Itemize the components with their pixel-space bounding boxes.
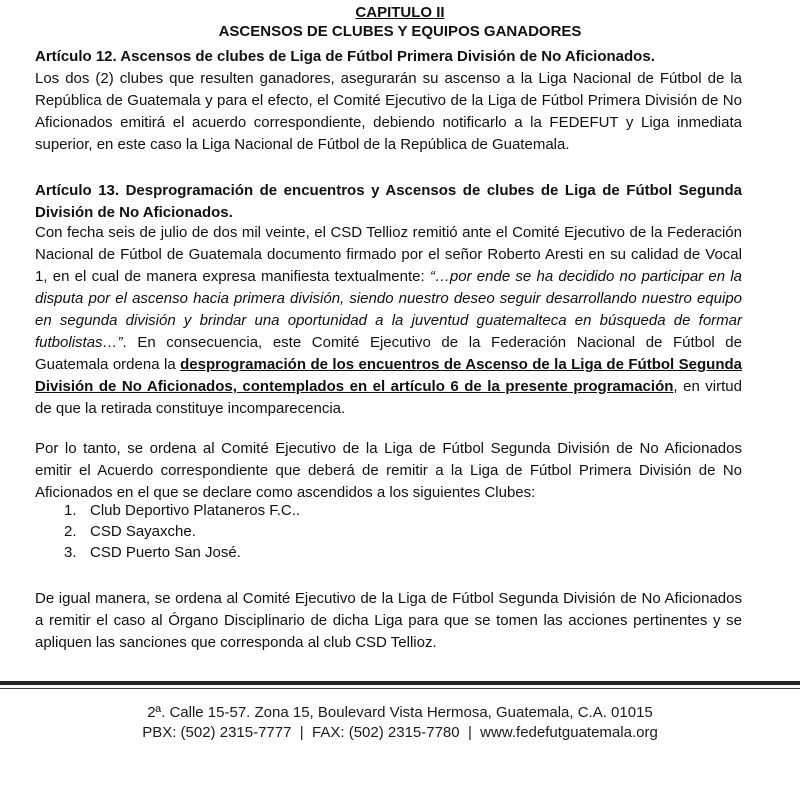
igual-manera-section	[35, 588, 742, 654]
article-13-underlined-order: desprogramación de los encuentros de Ascenso de la Liga de Fútbol Segunda División de No Aficionados, contemplados en el artículo 6 de la presente programación	[35, 356, 742, 395]
list-item-club: Club Deportivo Plataneros F.C..	[90, 502, 301, 519]
por-tanto-section	[35, 438, 742, 504]
list-item-club: CSD Sayaxche.	[90, 523, 196, 540]
chapter-title: ASCENSOS DE CLUBES Y EQUIPOS GANADORES	[218, 23, 582, 40]
list-item-number: 2.	[64, 523, 77, 540]
por-tanto-paragraph: Por lo tanto, se ordena al Comité Ejecutivo de la Liga de Fútbol Segunda División de No Aficionados emitir el Acuerdo correspondiente que deberá de remitir a la Liga de Fútbol Primera División de No Aficionados en el que se declare como ascendidos a los siguientes Clubes:	[35, 440, 742, 501]
list-item-club: CSD Puerto San José.	[90, 544, 241, 561]
article-13-intro: Con fecha seis de julio de dos mil veinte, el CSD Tellioz remitió ante el Comité Ejecutivo de la Federación Nacional de Fútbol de Guatemala documento firmado por el señor Roberto Aresti en su calidad de Vocal 1, en el cual de manera expresa manifiesta textualmente:	[35, 224, 742, 285]
article-12-body	[35, 68, 742, 156]
footer-divider-thin	[0, 688, 800, 689]
article-12-paragraph: Los dos (2) clubes que resulten ganadores, asegurarán su ascenso a la Liga Nacional de Fútbol de la República de Guatemala y para el efecto, el Comité Ejecutivo de la Liga de Fútbol Primera División de No Aficionados emitirá el acuerdo correspondiente, debiendo notificarlo a la FEDEFUT y Liga inmediata superior, en este caso la Liga Nacional de Fútbol de la República de Guatemala.	[35, 70, 742, 153]
list-item-number: 3.	[64, 544, 77, 561]
igual-manera-paragraph: De igual manera, se ordena al Comité Ejecutivo de la Liga de Fútbol Segunda División de No Aficionados a remitir el caso al Órgano Disciplinario de dicha Liga para que se tomen las acciones pertinentes y se apliquen las sanciones que corresponda al club CSD Tellioz.	[35, 590, 742, 651]
article-13-end: , en virtud de que la retirada constituye incomparecencia.	[35, 378, 742, 417]
article-13-body	[35, 222, 742, 420]
list-item	[64, 542, 300, 563]
list-item	[64, 500, 300, 521]
article-13-quote: “…por ende se ha decidido no participar en la disputa por el ascenso hacia primera división, siendo nuestro deseo seguir desarrollando nuestro equipo en segunda división y brindar una oportunidad a la juventud guatemalteca en búsqueda de formar futbolistas…”	[35, 268, 743, 351]
list-item	[64, 521, 300, 542]
footer-divider-thick	[0, 681, 800, 685]
article-12-heading	[35, 46, 742, 68]
chapter-number: CAPITULO II	[355, 4, 445, 21]
footer-contact: PBX: (502) 2315-7777 | FAX: (502) 2315-7780 | www.fedefutguatemala.org	[142, 724, 658, 741]
promoted-clubs-list	[64, 500, 300, 563]
article-13-mid: . En consecuencia, este Comité Ejecutivo de la Federación Nacional de Fútbol de Guatemala ordena la	[35, 334, 742, 373]
article-13-heading-text: Artículo 13. Desprogramación de encuentros y Ascensos de clubes de Liga de Fútbol Segunda División de No Aficionados.	[35, 182, 742, 221]
footer-address: 2ª. Calle 15-57. Zona 15, Boulevard Vista Hermosa, Guatemala, C.A. 01015	[147, 704, 653, 721]
article-13-heading	[35, 180, 742, 224]
article-12-heading-text: Artículo 12. Ascensos de clubes de Liga de Fútbol Primera División de No Aficionados.	[35, 48, 655, 65]
list-item-number: 1.	[64, 502, 77, 519]
article-13-paragraph	[35, 222, 742, 420]
